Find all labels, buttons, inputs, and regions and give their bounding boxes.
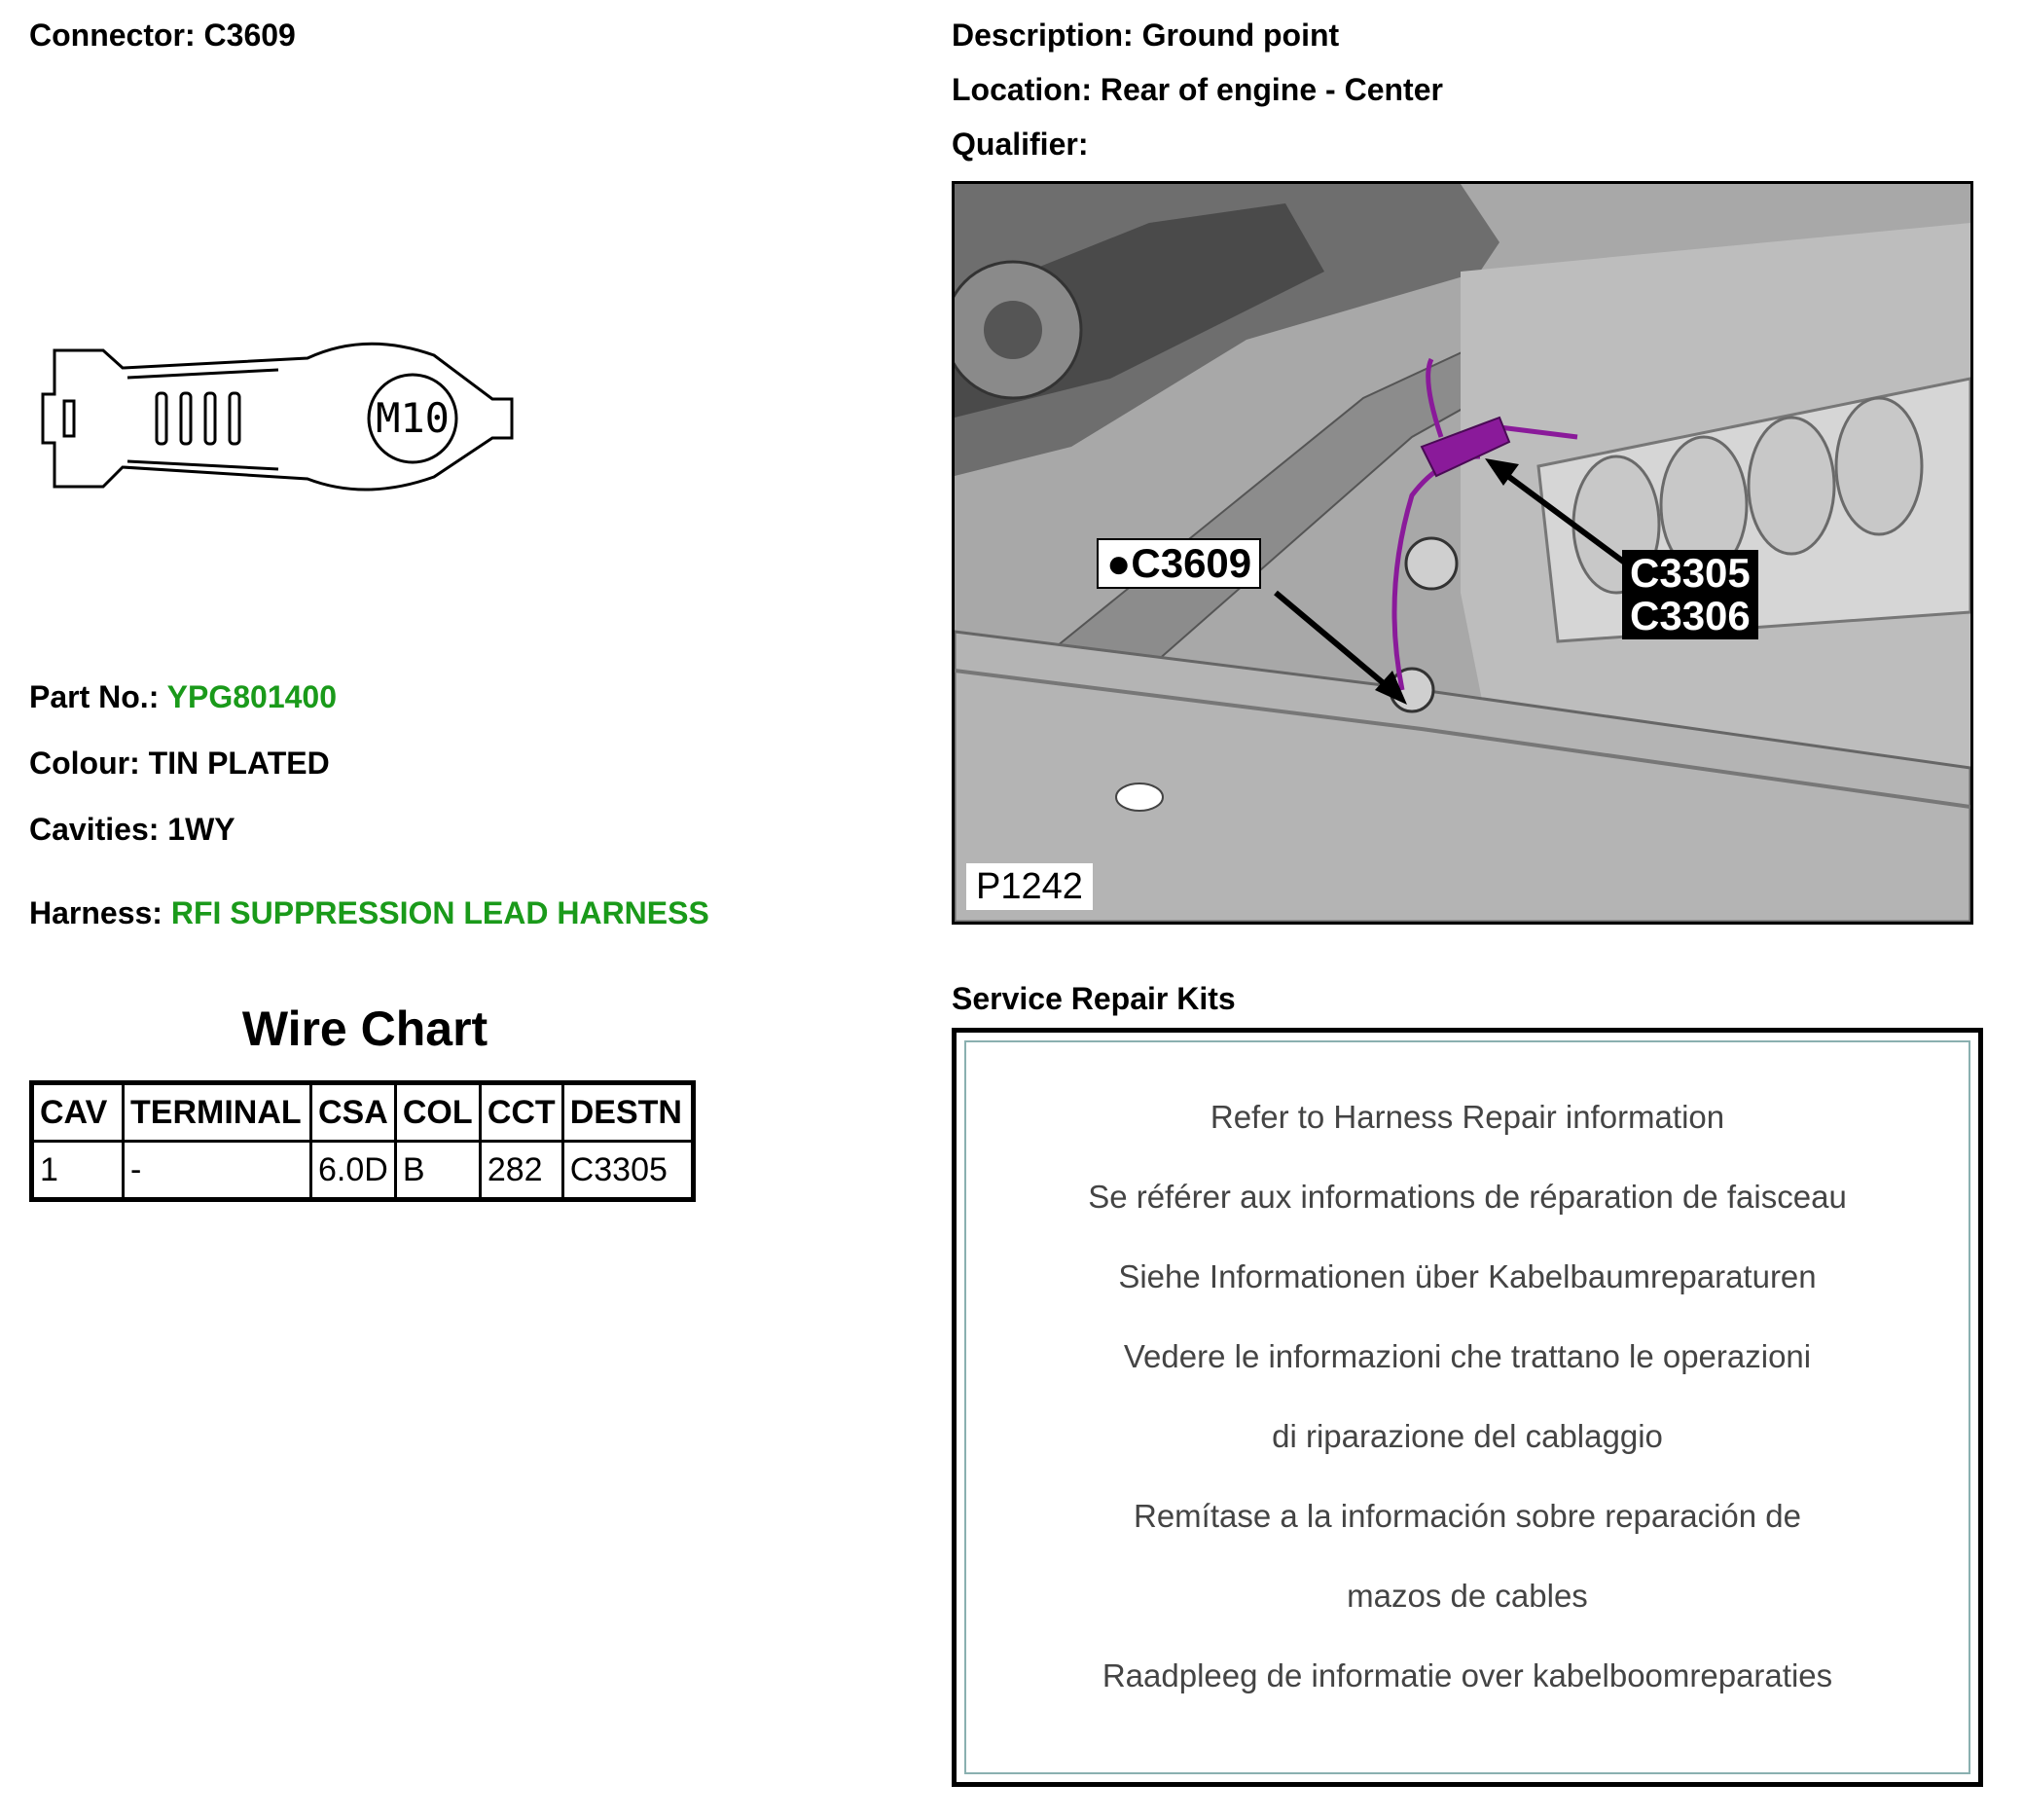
colour-label: Colour: — [29, 746, 140, 781]
service-line-it-1: Vedere le informazioni che trattano le operazioni — [1123, 1338, 1812, 1374]
service-line-de: Siehe Informationen über Kabelbaumreparaturen — [1118, 1258, 1817, 1294]
stud-size-label: M10 — [376, 394, 450, 442]
image-reference: P1242 — [966, 863, 1093, 910]
cell-terminal: - — [124, 1142, 311, 1200]
qualifier-label: Qualifier: — [952, 127, 1089, 162]
callout-c3609-label: C3609 — [1131, 540, 1252, 586]
wire-chart-table — [29, 1080, 696, 1202]
header-cct: CCT — [480, 1083, 562, 1142]
harness — [29, 895, 709, 931]
harness-link[interactable]: RFI SUPPRESSION LEAD HARNESS — [170, 895, 709, 930]
callout-c3305-c3306 — [1622, 550, 1758, 639]
service-line-fr: Se référer aux informations de réparation de faisceau — [1088, 1179, 1847, 1215]
service-line-es-1: Remítase a la información sobre reparación de — [1133, 1498, 1802, 1534]
header-cav: CAV — [32, 1083, 124, 1142]
service-repair-kits-box — [952, 1028, 1983, 1787]
cavities — [29, 812, 235, 848]
cell-cct: 282 — [480, 1142, 562, 1200]
location-label: Location: — [952, 72, 1092, 107]
service-line-nl: Raadpleeg de informatie over kabelboomreparaties — [1102, 1657, 1833, 1693]
location — [952, 72, 1443, 108]
harness-label: Harness: — [29, 895, 163, 930]
service-repair-kits-title: Service Repair Kits — [952, 981, 1236, 1016]
description — [952, 18, 1339, 54]
description-label: Description: — [952, 18, 1134, 53]
part-number-link[interactable]: YPG801400 — [166, 679, 338, 714]
header-terminal: TERMINAL — [124, 1083, 311, 1142]
connector-heading — [29, 18, 296, 54]
header-csa: CSA — [311, 1083, 396, 1142]
table-row — [32, 1142, 694, 1200]
service-line-it-2: di riparazione del cablaggio — [1272, 1418, 1663, 1454]
connector-value: C3609 — [203, 18, 296, 53]
wire-chart-title: Wire Chart — [241, 1001, 488, 1056]
callout-c3609 — [1097, 538, 1261, 589]
cell-csa: 6.0D — [311, 1142, 396, 1200]
cell-cav: 1 — [32, 1142, 124, 1200]
cell-col: B — [395, 1142, 480, 1200]
colour — [29, 746, 330, 782]
callout-c3306-label: C3306 — [1630, 593, 1751, 638]
ground-bullet-icon: ● — [1106, 540, 1132, 586]
cavities-label: Cavities: — [29, 812, 160, 847]
qualifier — [952, 127, 1088, 163]
header-col: COL — [395, 1083, 480, 1142]
header-destn: DESTN — [562, 1083, 693, 1142]
cell-destn[interactable]: C3305 — [562, 1142, 693, 1200]
cavities-value: 1WY — [167, 812, 235, 847]
colour-value: TIN PLATED — [148, 746, 330, 781]
callout-c3305-label: C3305 — [1630, 550, 1751, 596]
description-value: Ground point — [1141, 18, 1340, 53]
connector-label: Connector: — [29, 18, 196, 53]
service-repair-kits-inner — [964, 1040, 1970, 1774]
wire-chart-header-row — [32, 1083, 694, 1142]
location-value: Rear of engine - Center — [1100, 72, 1443, 107]
part-number-label: Part No.: — [29, 679, 160, 714]
ring-terminal-drawing — [35, 331, 522, 506]
connector-location-image — [952, 181, 1973, 925]
service-line-es-2: mazos de cables — [1347, 1578, 1588, 1614]
service-line-en: Refer to Harness Repair information — [1210, 1099, 1725, 1135]
part-number — [29, 679, 337, 715]
